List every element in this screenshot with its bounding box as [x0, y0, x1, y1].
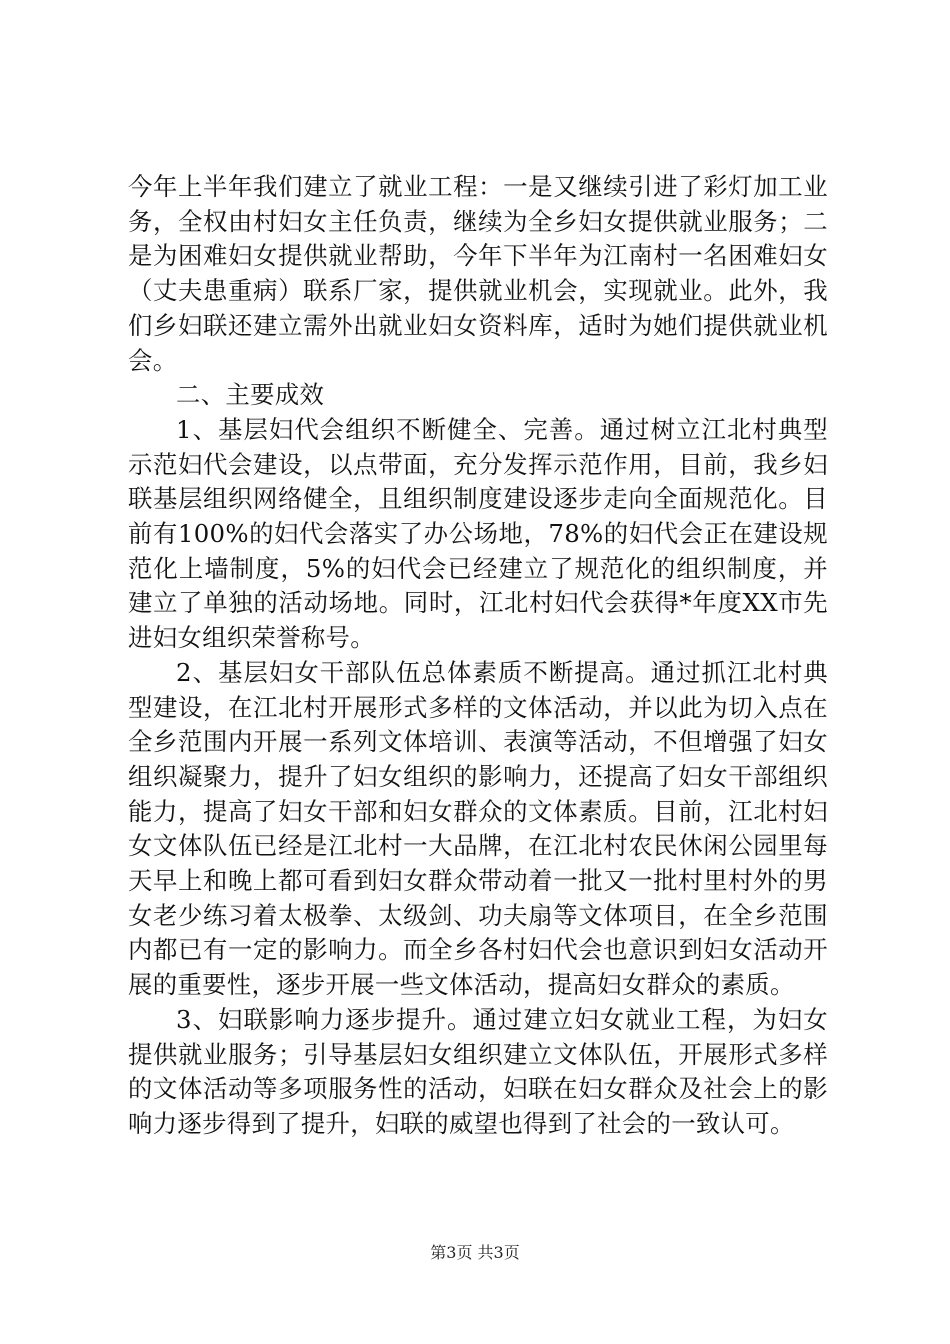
document-body: [128, 170, 828, 1142]
page-total: 共3页: [477, 1243, 520, 1262]
paragraph-intro: 今年上半年我们建立了就业工程：一是又继续引进了彩灯加工业务，全权由村妇女主任负责，继续为全乡妇女提供就业服务；二是为困难妇女提供就业帮助，今年下半年为江南村一名困难妇女（丈夫患重病）联系厂家，提供就业机会，实现就业。此外，我们乡妇联还建立需外出就业妇女资料库，适时为她们提供就业机会。: [128, 172, 828, 375]
page-footer: [0, 1243, 950, 1263]
section-heading: 二、主要成效: [176, 380, 325, 410]
paragraph-item-1: 1、基层妇代会组织不断健全、完善。通过树立江北村典型示范妇代会建设，以点带面，充分发挥示范作用，目前，我乡妇联基层组织网络健全，且组织制度建设逐步走向全面规范化。目前有100%的妇代会落实了办公场地，78%的妇代会正在建设规范化上墙制度，5%的妇代会已经建立了规范化的组织制度，并建立了单独的活动场地。同时，江北村妇代会获得*年度XX市先进妇女组织荣誉称号。: [128, 414, 828, 653]
paragraph-item-2: 2、基层妇女干部队伍总体素质不断提高。通过抓江北村典型建设，在江北村开展形式多样的文体活动，并以此为切入点在全乡范围内开展一系列文体培训、表演等活动，不但增强了妇女组织凝聚力，提升了妇女组织的影响力，还提高了妇女干部组织能力，提高了妇女干部和妇女群众的文体素质。目前，江北村妇女文体队伍已经是江北村一大品牌，在江北村农民休闲公园里每天早上和晚上都可看到妇女群众带动着一批又一批村里村外的男女老少练习着太极拳、太级剑、功夫扇等文体项目，在全乡范围内都已有一定的影响力。而全乡各村妇代会也意识到妇女活动开展的重要性，逐步开展一些文体活动，提高妇女群众的素质。: [128, 657, 828, 1000]
paragraph-item-3: 3、妇联影响力逐步提升。通过建立妇女就业工程，为妇女提供就业服务；引导基层妇女组织建立文体队伍，开展形式多样的文体活动等多项服务性的活动，妇联在妇女群众及社会上的影响力逐步得到了提升，妇联的威望也得到了社会的一致认可。: [128, 1004, 828, 1138]
page-number: 第3页: [430, 1243, 473, 1262]
